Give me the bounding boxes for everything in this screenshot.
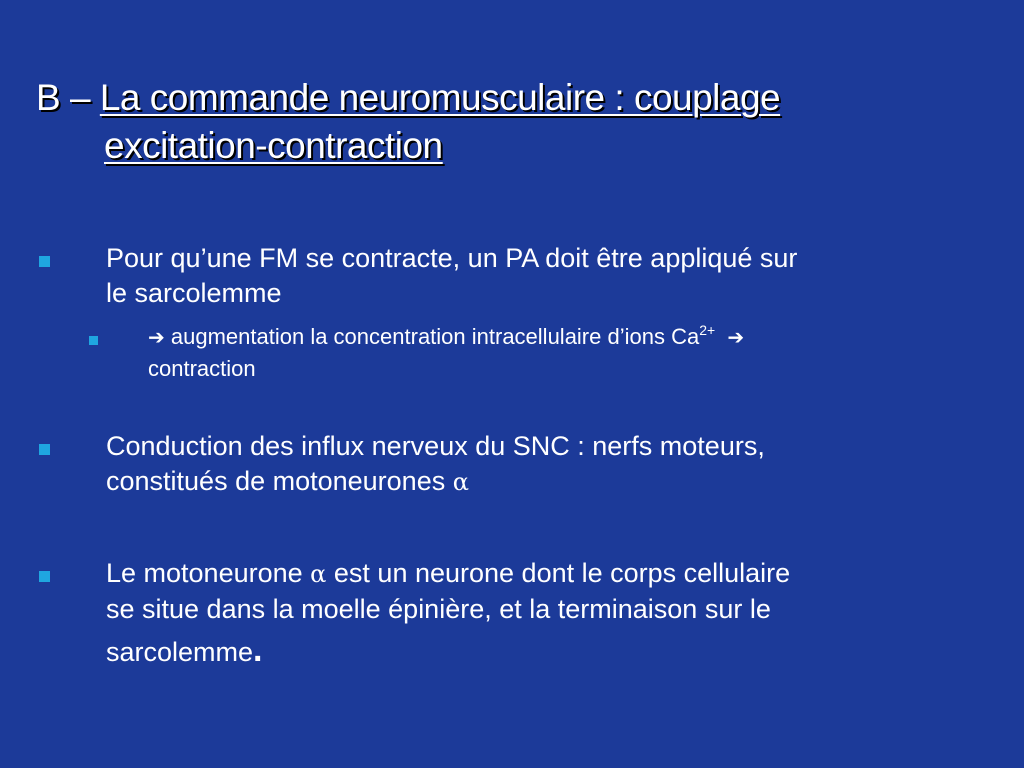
square-bullet-icon	[39, 571, 50, 582]
sub-bullet-1-line-2: contraction	[148, 356, 256, 381]
alpha-symbol: α	[452, 468, 469, 496]
calcium-charge: 2+	[699, 322, 716, 338]
title-line-1: La commande neuromusculaire : couplage	[99, 77, 781, 118]
title-line-2-text: excitation-contraction	[104, 125, 443, 166]
square-bullet-icon	[39, 256, 50, 267]
alpha-symbol: α	[310, 560, 327, 588]
bullet-3-line-1a: Le motoneurone	[106, 558, 303, 588]
bullet-2-line-1: Conduction des influx nerveux du SNC : nerfs moteurs,	[106, 431, 765, 461]
sub-bullet-1-main: augmentation la concentration intracellulaire d’ions Ca	[170, 324, 700, 349]
square-bullet-icon	[89, 336, 98, 345]
bullet-3-line-2: se situe dans la moelle épinière, et la terminaison sur le	[106, 594, 771, 624]
title-line-2	[36, 122, 996, 170]
slide-title	[36, 74, 996, 170]
bullet-3-line-3-text: sarcolemme	[106, 637, 254, 667]
bullet-1-line-2: le sarcolemme	[106, 278, 282, 308]
bullet-3-line-1b: est un neurone dont le corps cellulaire	[333, 558, 791, 588]
bullet-3-line-3	[106, 633, 1006, 670]
bullet-1-line-1: Pour qu’une FM se contracte, un PA doit être appliqué sur	[106, 243, 798, 273]
bullet-3-end-period: .	[253, 631, 263, 669]
sub-bullet-1-text	[148, 321, 1008, 384]
sub-bullet-1-line-1	[148, 321, 1008, 353]
bullet-2-line-2-text: constitués de motoneurones	[106, 466, 446, 496]
title-prefix: B –	[36, 77, 100, 118]
right-arrow-icon: ➔	[727, 325, 745, 349]
right-arrow-icon: ➔	[148, 325, 165, 349]
square-bullet-icon	[39, 444, 50, 455]
bullet-3-text	[106, 556, 1006, 670]
bullet-2-text	[106, 429, 1006, 500]
bullet-3-line-1	[106, 556, 1006, 592]
bullet-1-text	[106, 241, 1006, 311]
bullet-2-line-2	[106, 464, 1006, 500]
